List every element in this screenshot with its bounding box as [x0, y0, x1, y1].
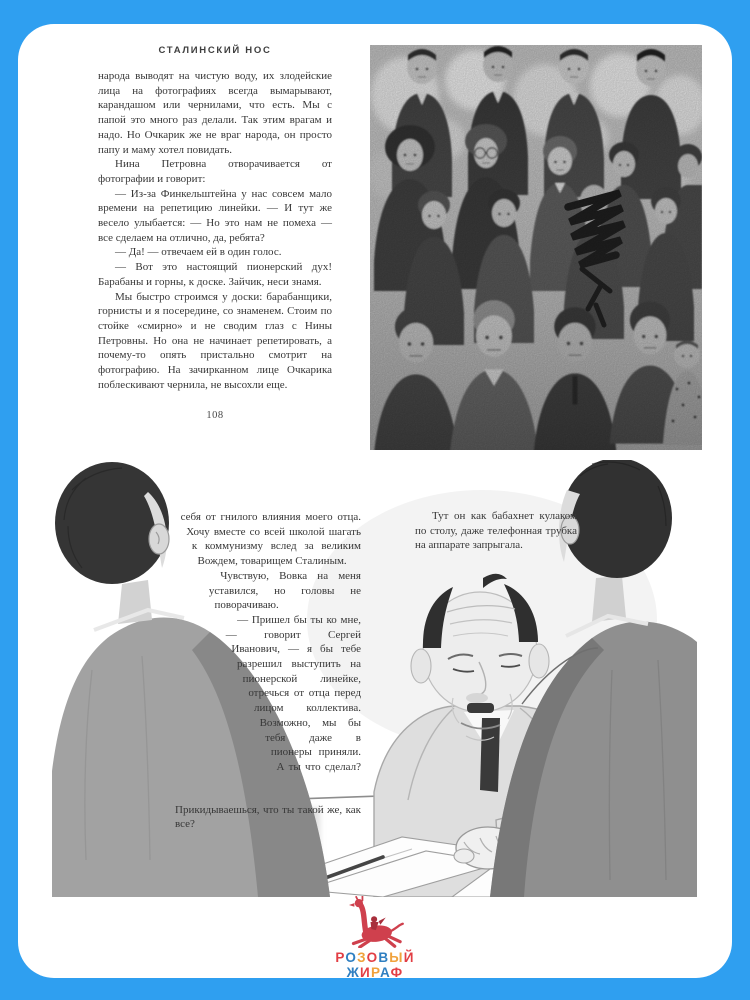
- logo-text-line-1: РОЗОВЫЙ: [335, 950, 415, 965]
- office-scene-illustration: [52, 460, 697, 897]
- left-text-column: [98, 69, 332, 392]
- photo-grain: [370, 45, 702, 450]
- paragraph: Мы быстро строимся у доски: барабанщики, горнисты и я посередине, со знаменем. Стоим по стойке «смирно» и не сводим глаз с Нины Петровны. Но она не начинает репетировать, а почему-то опять пристально смотрит на фотографию. На зачирканном лице Очкарика поблескивают чернила, не высохли еще.: [98, 290, 332, 391]
- page-number: 108: [206, 410, 224, 421]
- class-photo-illustration: [370, 45, 702, 450]
- paragraph: Тут он как бабахнет кулаком по столу, даже телефонная трубка на аппарате запрыгала.: [415, 510, 577, 552]
- paragraph: Нина Петровна отворачивается от фотографии и говорит:: [98, 158, 332, 185]
- running-header: СТАЛИНСКИЙ НОС: [158, 45, 272, 56]
- book-page: [18, 24, 732, 978]
- paragraph: — Да! — отвечаем ей в один голос.: [115, 246, 282, 259]
- paragraph: себя от гнилого влияния моего отца. Хочу вместе со всей школой шагать к коммунизму вслед за великим Вождем, товарищем Сталиным.: [180, 511, 361, 568]
- paragraph: Чувствую, Вовка на меня уставился, но головы не поворачиваю.: [208, 569, 361, 612]
- paragraph: — Пришел бы ты ко мне, — говорит Сергей Иванович, — я бы тебе разрешил выступить на пионерской линейке, отречься от отца перед лицом коллектива. Возможно, мы бы тебя даже в пионеры приняли. А ты что сделал? Прикидываешься, что ты такой же, как все?: [175, 613, 361, 831]
- middle-text-column: [175, 510, 361, 832]
- publisher-logo: [305, 896, 445, 980]
- paragraph: народа выводят на чистую воду, их злодейские лица на фотографиях всегда вымарывают, карандашом или чернилами, что есть. Мы с папой это много раз делали. Так этим врагам и надо. Но Очкарик же не враг народа, он просто папу и маму хотел повидать.: [98, 70, 332, 156]
- giraffe-icon: [343, 896, 407, 948]
- paragraph: — Вот это настоящий пионерский дух! Барабаны и горны, к доске. Зайчик, неси знамя.: [98, 261, 332, 288]
- right-text-column: [415, 509, 577, 553]
- mustache: [467, 703, 494, 713]
- paragraph: — Из-за Финкельштейна у нас совсем мало времени на репетицию линейки. — И тут же весело улыбается: — Но это нам не помеха — все сделаем на отлично, да, ребята?: [98, 187, 332, 244]
- logo-text-line-2: ЖИРАФ: [346, 965, 404, 980]
